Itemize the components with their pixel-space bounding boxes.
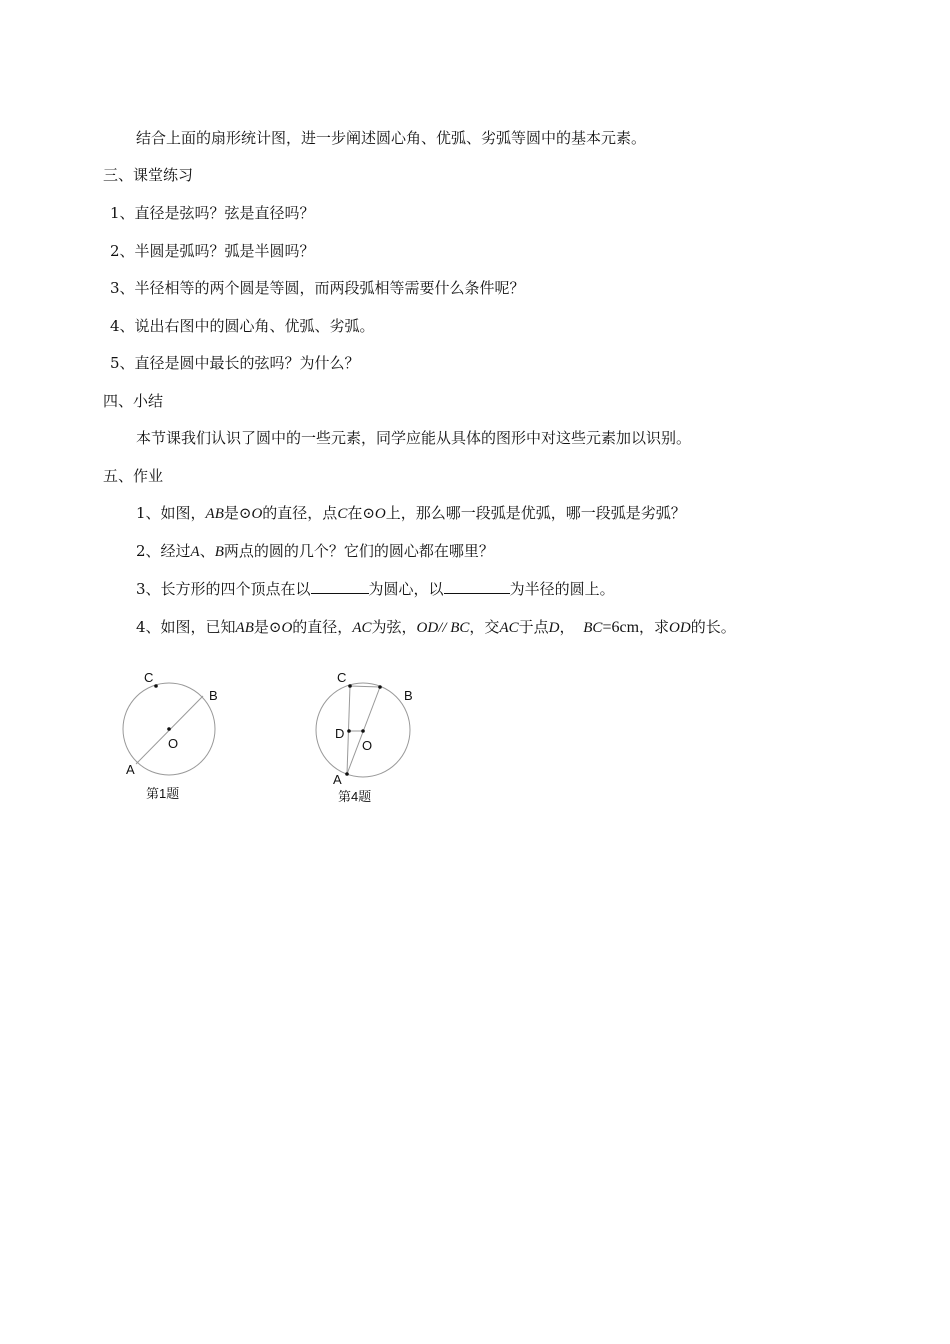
- figure-1-diagram: [110, 668, 240, 808]
- practice-item-4: 4、说出右图中的圆心角、优弧、劣弧。: [110, 317, 375, 335]
- homework-item-3: 3、长方形的四个顶点在以 为圆心，以 为半径的圆上。: [136, 580, 615, 598]
- practice-item-3: 3、半径相等的两个圆是等圆，而两段弧相等需要什么条件呢？: [110, 279, 525, 297]
- summary-text: 本节课我们认识了圆中的一些元素，同学应能从具体的图形中对这些元素加以识别。: [136, 429, 692, 447]
- fig4-caption: 第4题: [338, 789, 372, 804]
- practice-item-2: 2、半圆是弧吗？弧是半圆吗？: [110, 242, 315, 260]
- homework-item-4: 4、如图，已知AB是⊙O的直径，AC为弦，OD// BC，交AC于点D， BC=6cm，求OD的长。: [136, 618, 736, 636]
- homework-item-2: 2、经过A、B两点的圆的几个？它们的圆心都在哪里？: [136, 542, 494, 560]
- practice-item-5: 5、直径是圆中最长的弦吗？为什么？: [110, 354, 360, 372]
- fill-blank-center: [311, 579, 369, 594]
- fig4-point-c: [348, 684, 352, 688]
- fig4-point-a: [345, 772, 349, 776]
- fig4-point-d: [347, 729, 351, 733]
- fig4-label-c: C: [337, 670, 347, 685]
- fill-blank-radius: [444, 579, 510, 594]
- fig4-label-a: A: [333, 772, 342, 787]
- fig1-point-c: [154, 684, 158, 688]
- fig4-label-b: B: [404, 688, 413, 703]
- section-heading-homework: 五、作业: [103, 467, 164, 485]
- section-heading-practice: 三、课堂练习: [103, 166, 194, 184]
- fig4-label-d: D: [335, 726, 345, 741]
- fig4-point-o: [361, 729, 365, 733]
- intro-line: 结合上面的扇形统计图，进一步阐述圆心角、优弧、劣弧等圆中的基本元素。: [136, 129, 647, 147]
- fig4-label-o: O: [362, 738, 373, 753]
- fig4-segment-bc: [350, 686, 380, 687]
- section-heading-summary: 四、小结: [103, 392, 164, 410]
- practice-item-1: 1、直径是弦吗？弦是直径吗？: [110, 204, 315, 222]
- fig1-point-o: [167, 727, 171, 731]
- fig1-label-b: B: [209, 688, 218, 703]
- figure-4-diagram: [300, 668, 440, 813]
- fig1-label-c: C: [144, 670, 154, 685]
- homework-item-1: 1、如图，AB是⊙O的直径，点C在⊙O上，那么哪一段弧是优弧，哪一段弧是劣弧？: [136, 504, 686, 522]
- fig1-label-a: A: [126, 762, 135, 777]
- fig1-caption: 第1题: [146, 786, 180, 801]
- fig1-label-o: O: [168, 736, 179, 751]
- fig4-point-b: [378, 685, 382, 689]
